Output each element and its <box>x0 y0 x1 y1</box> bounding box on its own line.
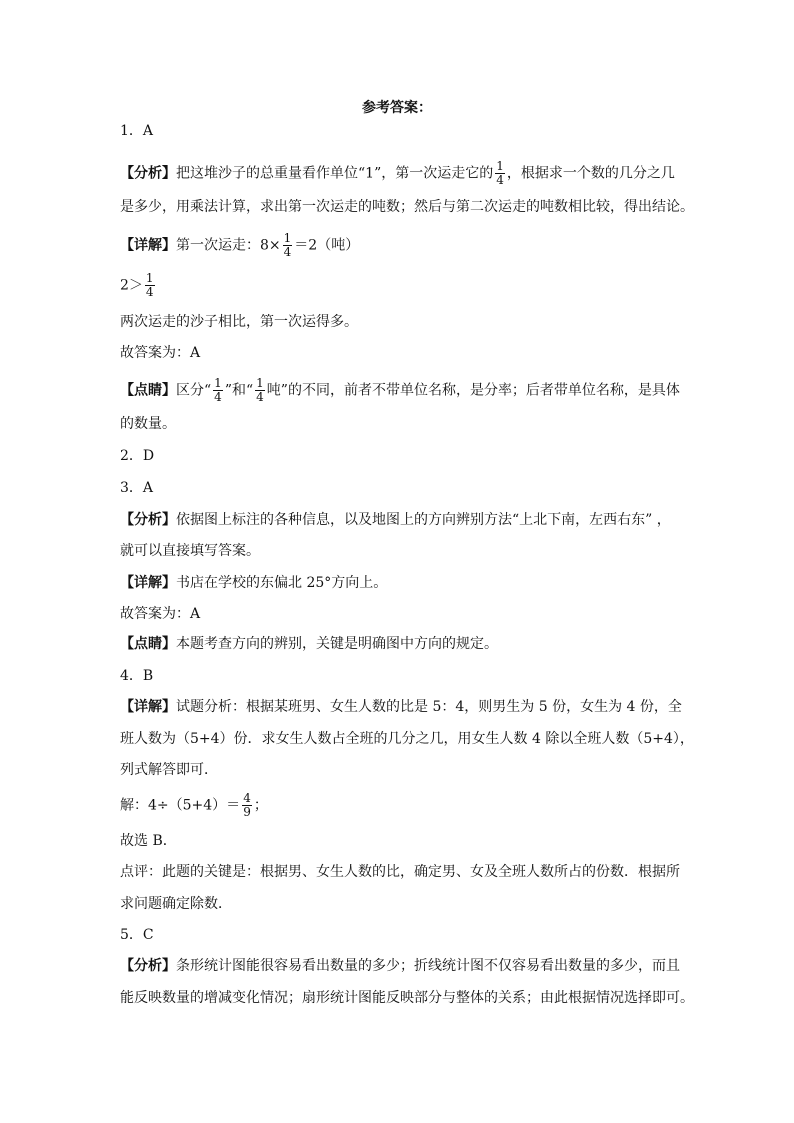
q1-analysis: 【分析】把这堆沙子的总重量看作单位“1”，第一次运走它的 $\frac{1}{4}$ ，根据求一个数的几分之几 <box>120 159 675 187</box>
q4-detail: 【详解】试题分析：根据某班男、女生人数的比是 5：4，则男生为 5 份，女生为 4 份，全 <box>120 699 682 715</box>
analysis-tag: 【分析】 <box>120 958 176 974</box>
q4-answer: 故选 B． <box>120 833 177 849</box>
detail-tag: 【详解】 <box>120 699 176 715</box>
comment-tag: 【点睛】 <box>120 636 176 652</box>
q1-comment: 【点睛】区分“ $\frac{1}{4}$ ”和“ $\frac{1}{4}$ 吨”的不同，前者不带单位名称，是分率；后者带单位名称，是具体 <box>120 376 680 404</box>
page-title: 参考答案： <box>362 100 432 116</box>
q4-line2: 班人数为（5+4）份．求女生人数占全班的几分之几，用女生人数 4 除以全班人数（5+4）， <box>120 731 694 747</box>
q3-number: 3．A <box>120 480 154 496</box>
q3-analysis-line2: 就可以直接填写答案。 <box>120 543 260 559</box>
comment-tag: 【点睛】 <box>120 382 176 399</box>
q1-compare: 2＞ $\frac{1}{4}$ <box>120 271 154 299</box>
fraction: $\frac{1}{4}$ <box>145 271 154 299</box>
fraction: $\frac{1}{4}$ <box>256 376 264 404</box>
q3-analysis: 【分析】依据图上标注的各种信息，以及地图上的方向辨别方法“上北下南，左西右东” ， <box>120 512 671 528</box>
q1-answer: 故答案为：A <box>120 345 201 361</box>
fraction: $\frac{4}{9}$ <box>243 791 251 819</box>
fraction: $\frac{1}{4}$ <box>283 231 292 259</box>
fraction: $\frac{1}{4}$ <box>496 159 504 187</box>
detail-tag: 【详解】 <box>120 237 176 254</box>
analysis-tag: 【分析】 <box>120 512 176 528</box>
q5-analysis: 【分析】条形统计图能很容易看出数量的多少；折线统计图不仅容易看出数量的多少，而且 <box>120 958 680 974</box>
fraction: $\frac{1}{4}$ <box>214 376 222 404</box>
q1-number: 1．A <box>120 123 154 139</box>
q1-analysis-line2: 是多少，用乘法计算，求出第一次运走的吨数；然后与第二次运走的吨数相比较，得出结论。 <box>120 199 694 215</box>
q5-analysis-line2: 能反映数量的增减变化情况；扇形统计图能反映部分与整体的关系；由此根据情况选择即可。 <box>120 990 694 1006</box>
q1-comment-line2: 的数量。 <box>120 416 176 432</box>
q1-detail: 【详解】第一次运走：8× $\frac{1}{4}$ ＝2（吨） <box>120 231 360 259</box>
q3-detail: 【详解】书店在学校的东偏北 25°方向上。 <box>120 575 388 591</box>
q1-result: 两次运走的沙子相比，第一次运得多。 <box>120 314 358 330</box>
q4-remark-line2: 求问题确定除数． <box>120 896 232 912</box>
detail-tag: 【详解】 <box>120 575 176 591</box>
q4-line3: 列式解答即可． <box>120 762 218 778</box>
q2-number: 2．D <box>120 448 155 464</box>
q3-comment: 【点睛】本题考查方向的辨别，关键是明确图中方向的规定。 <box>120 636 498 652</box>
q3-answer: 故答案为：A <box>120 606 201 622</box>
q4-number: 4．B <box>120 668 154 684</box>
q4-solution: 解：4÷（5+4）＝ $\frac{4}{9}$ ； <box>120 791 268 819</box>
analysis-tag: 【分析】 <box>120 165 176 182</box>
q5-number: 5．C <box>120 927 154 943</box>
q4-remark: 点评：此题的关键是：根据男、女生人数的比，确定男、女及全班人数所占的份数．根据所 <box>120 864 680 880</box>
